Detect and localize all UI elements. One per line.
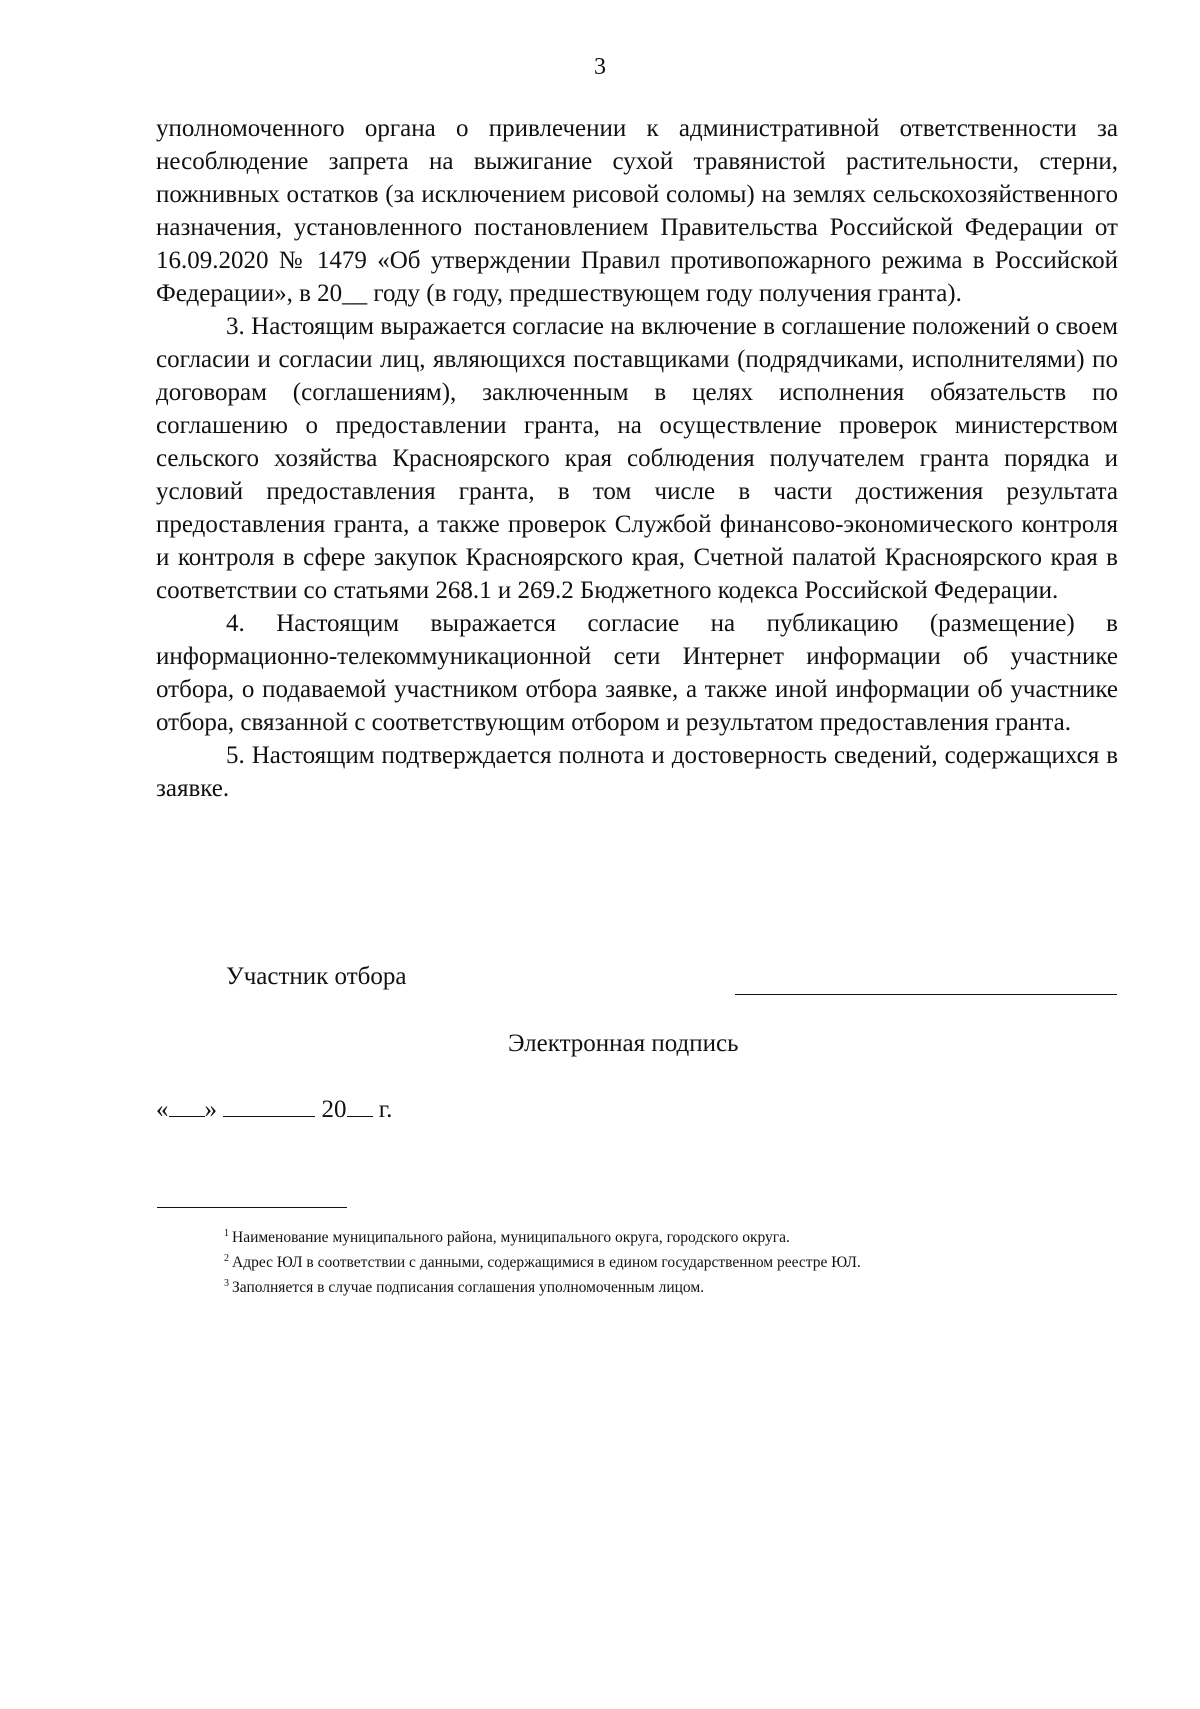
date-open-quote: « (156, 1096, 169, 1123)
paragraph-3: 3. Настоящим выражается согласие на включение в соглашение положений о своем согласии и согласии лиц, являющихся поставщиками (подрядчиками, исполнителями) по договорам (соглашениям), заключенным в целях исполнения обязательств по соглашению о предоставлении гранта, на осуществление проверок министерством сельского хозяйства Красноярского края соблюдения получателем гранта порядка и условий предоставления гранта, в том числе в части достижения результата предоставления гранта, а также проверок Службой финансово-экономического контроля и контроля в сфере закупок Красноярского края, Счетной палатой Красноярского края в соответствии со статьями 268.1 и 269.2 Бюджетного кодекса Российской Федерации. (156, 313, 1118, 604)
body-text (156, 112, 1118, 805)
footnote-text: Наименование муниципального района, муниципального округа, городского округа. (232, 1229, 790, 1246)
footnote (224, 1225, 1124, 1250)
footnote-mark: 3 (224, 1277, 229, 1289)
paragraph-continuation: уполномоченного органа о привлечении к административной ответственности за несоблюдение запрета на выжигание сухой травянистой растительности, стерни, пожнивных остатков (за исключением рисовой соломы) на землях сельскохозяйственного назначения, установленного постановлением Правительства Российской Федерации от 16.09.2020 № 1479 «Об утверждении Правил противопожарного режима в Российской Федерации», в 20__ году (в году, предшествующем году получения гранта). (156, 115, 1118, 307)
participant-label: Участник отбора (226, 963, 407, 990)
electronic-signature-label: Электронная подпись (508, 1030, 739, 1057)
page-number: 3 (594, 54, 606, 80)
date-close-quote: » (204, 1096, 217, 1123)
paragraph-5: 5. Настоящим подтверждается полнота и достоверность сведений, содержащихся в заявке. (156, 742, 1118, 802)
footnote-mark: 1 (224, 1227, 229, 1239)
footnote-separator (157, 1207, 347, 1208)
footnote (224, 1250, 1124, 1275)
signature-line (735, 994, 1117, 995)
footnote-text: Заполняется в случае подписания соглашения уполномоченным лицом. (232, 1279, 705, 1296)
footnote-text: Адрес ЮЛ в соответствии с данными, содержащимися в едином государственном реестре ЮЛ. (232, 1254, 861, 1271)
month-blank (223, 1096, 315, 1117)
year-suffix: г. (378, 1096, 393, 1123)
footnote-mark: 2 (224, 1252, 229, 1264)
day-blank (169, 1096, 205, 1117)
year-blank (347, 1096, 373, 1117)
footnote (224, 1275, 1124, 1300)
year-prefix: 20 (321, 1096, 347, 1123)
date-line (156, 1096, 392, 1124)
footnotes (224, 1225, 1124, 1300)
paragraph-4: 4. Настоящим выражается согласие на публикацию (размещение) в информационно-телекоммуникационной сети Интернет информации об участнике отбора, о подаваемой участником отбора заявке, а также иной информации об участнике отбора, связанной с соответствующим отбором и результатом предоставления гранта. (156, 610, 1118, 736)
